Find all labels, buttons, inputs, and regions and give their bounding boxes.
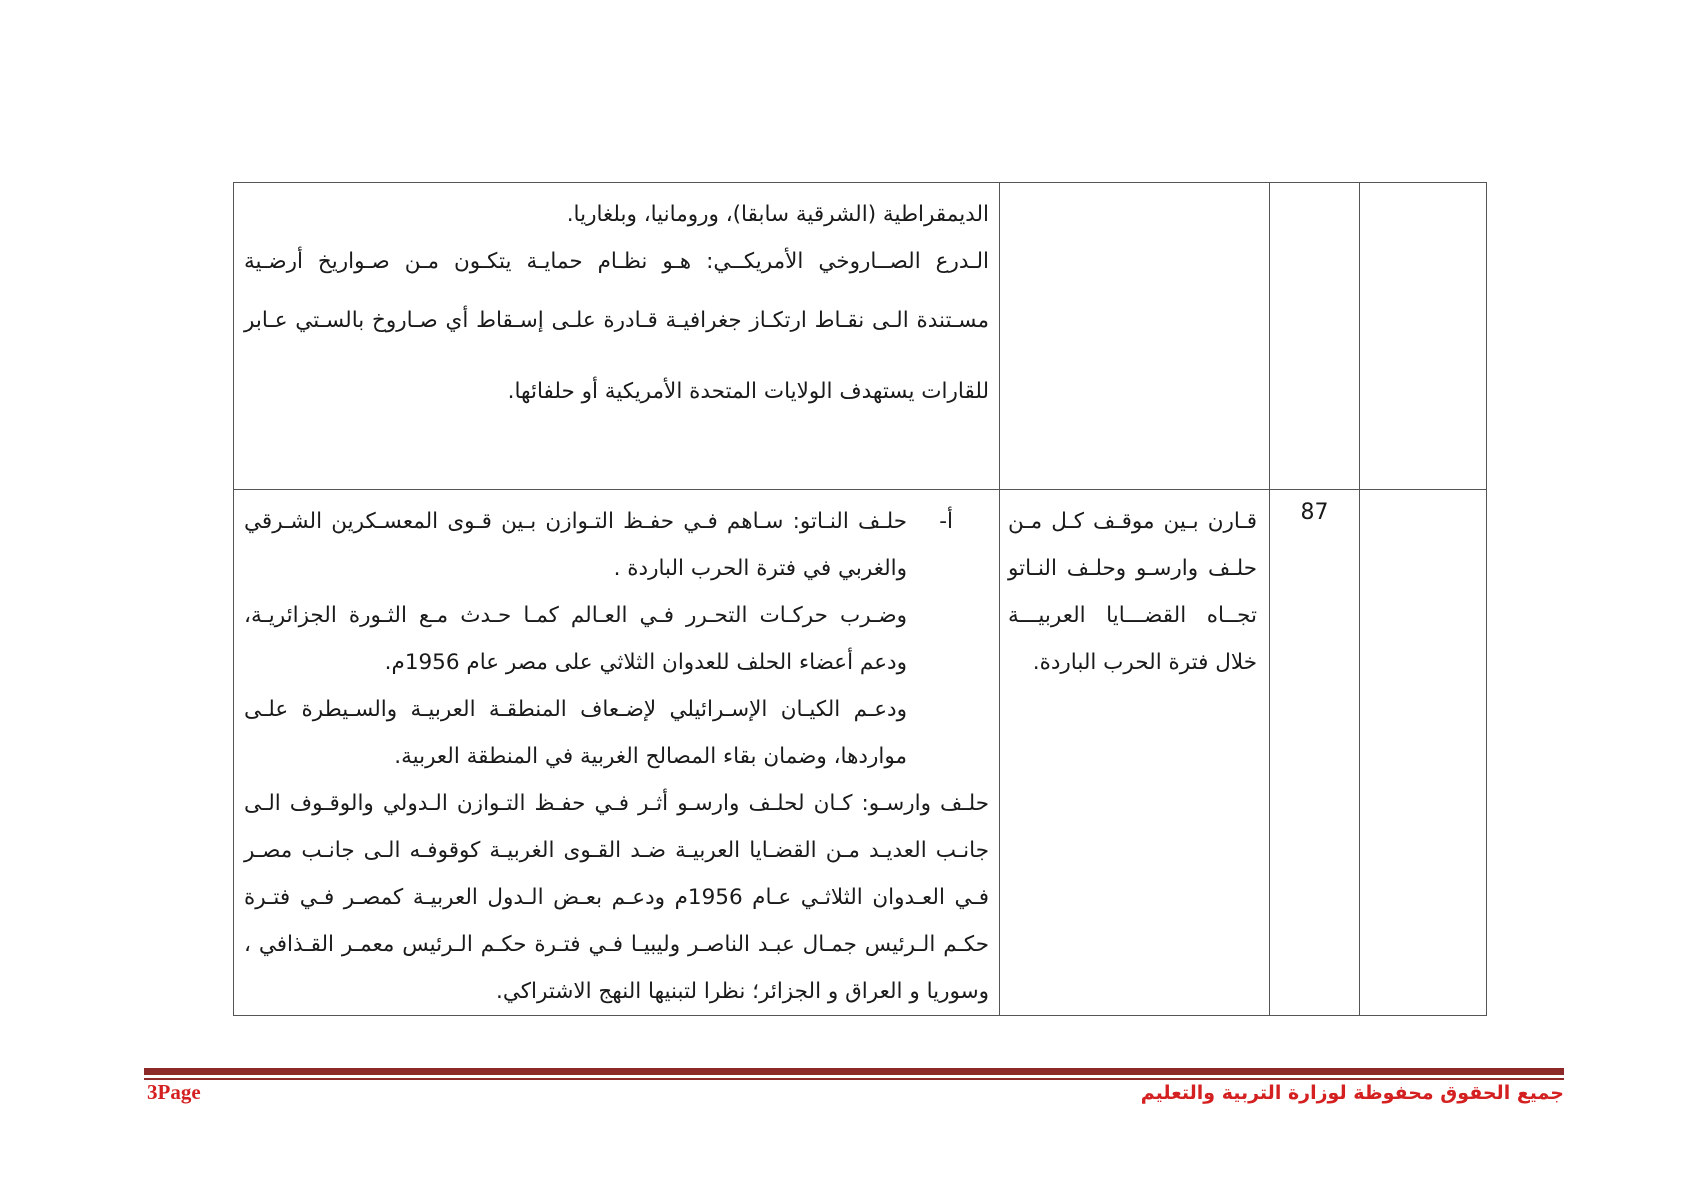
answer-line: والغربي في فترة الحرب الباردة . (613, 556, 907, 581)
answer-line: مسـتندة الـى نقـاط ارتكـاز جغرافيـة قـادرة علـى إسـقاط أي صـاروخ بالسـتي عـابر (244, 308, 989, 333)
content-table (233, 182, 1487, 1016)
answer-line: الديمقراطية (الشرقية سابقا)، ورومانيا، وبلغاريا. (566, 202, 989, 227)
answer-line: مواردها، وضمان بقاء المصالح الغربية في المنطقة العربية. (394, 744, 907, 769)
question-line: خلال فترة الحرب الباردة. (1032, 650, 1257, 675)
question-cell (1000, 490, 1270, 1016)
answer-line: حلـف وارسـو: كـان لحلـف وارسـو أثـر فـي حفـظ التـوازن الـدولي والوقـوف الـى (244, 791, 989, 816)
table-row (234, 183, 1487, 490)
answer-line: الـدرع الصــاروخي الأمريكــي: هـو نظـام حمايـة يتكـون مـن صـواريخ أرضـية (244, 249, 989, 274)
answer-text: حلـف النـاتو: سـاهم فـي حفـظ التـوازن بـين قـوى المعسـكرين الشـرقي (244, 509, 907, 534)
answer-line: ودعـم الكيـان الإسـرائيلي لإضـعاف المنطقـة العربيـة والسـيطرة علـى (244, 697, 907, 722)
answer-cell (234, 490, 1000, 1016)
answer-line: حكـم الـرئيس جمـال عبـد الناصـر وليبيـا فـي فتـرة حكـم الـرئيس معمـر القـذافي ، (244, 932, 989, 957)
number-cell (1270, 183, 1360, 490)
question-cell (1000, 183, 1270, 490)
answer-line: ودعم أعضاء الحلف للعدوان الثلاثي على مصر عام 1956م. (384, 650, 907, 675)
answer-line: وضـرب حركـات التحـرر فـي العـالم كمـا حـدث مـع الثـورة الجزائريـة، (244, 603, 907, 628)
question-line: حلـف وارسـو وحلـف النـاتو (1008, 556, 1257, 581)
table-row (234, 490, 1487, 1016)
page-number: 3Page (147, 1080, 201, 1104)
question-line: قـارن بـين موقـف كـل مـن (1008, 509, 1257, 534)
answer-line: فـي العـدوان الثلاثـي عـام 1956م ودعـم بعـض الـدول العربيـة كمصـر فـي فتـرة (244, 885, 989, 910)
empty-cell (1360, 490, 1487, 1016)
question-number: 87 (1270, 490, 1360, 1016)
footer-divider (144, 1068, 1564, 1075)
answer-line: للقارات يستهدف الولايات المتحدة الأمريكية أو حلفائها. (507, 379, 989, 404)
list-marker: أ- (939, 509, 953, 534)
answer-cell (234, 183, 1000, 490)
footer-divider-thin (144, 1078, 1564, 1080)
empty-cell (1360, 183, 1487, 490)
footer-rights: جميع الحقوق محفوظة لوزارة التربية والتعليم (1140, 1082, 1564, 1104)
answer-line: وسوريا و العراق و الجزائر؛ نظرا لتبنيها النهج الاشتراكي. (496, 979, 989, 1004)
question-line: تجــاه القضـــايا العربيـــة (1008, 603, 1257, 628)
answer-line (244, 498, 989, 545)
answer-line: جانـب العديـد مـن القضـايا العربيـة ضـد القـوى الغربيـة كوقوفـه الـى جانـب مصـر (244, 838, 989, 863)
